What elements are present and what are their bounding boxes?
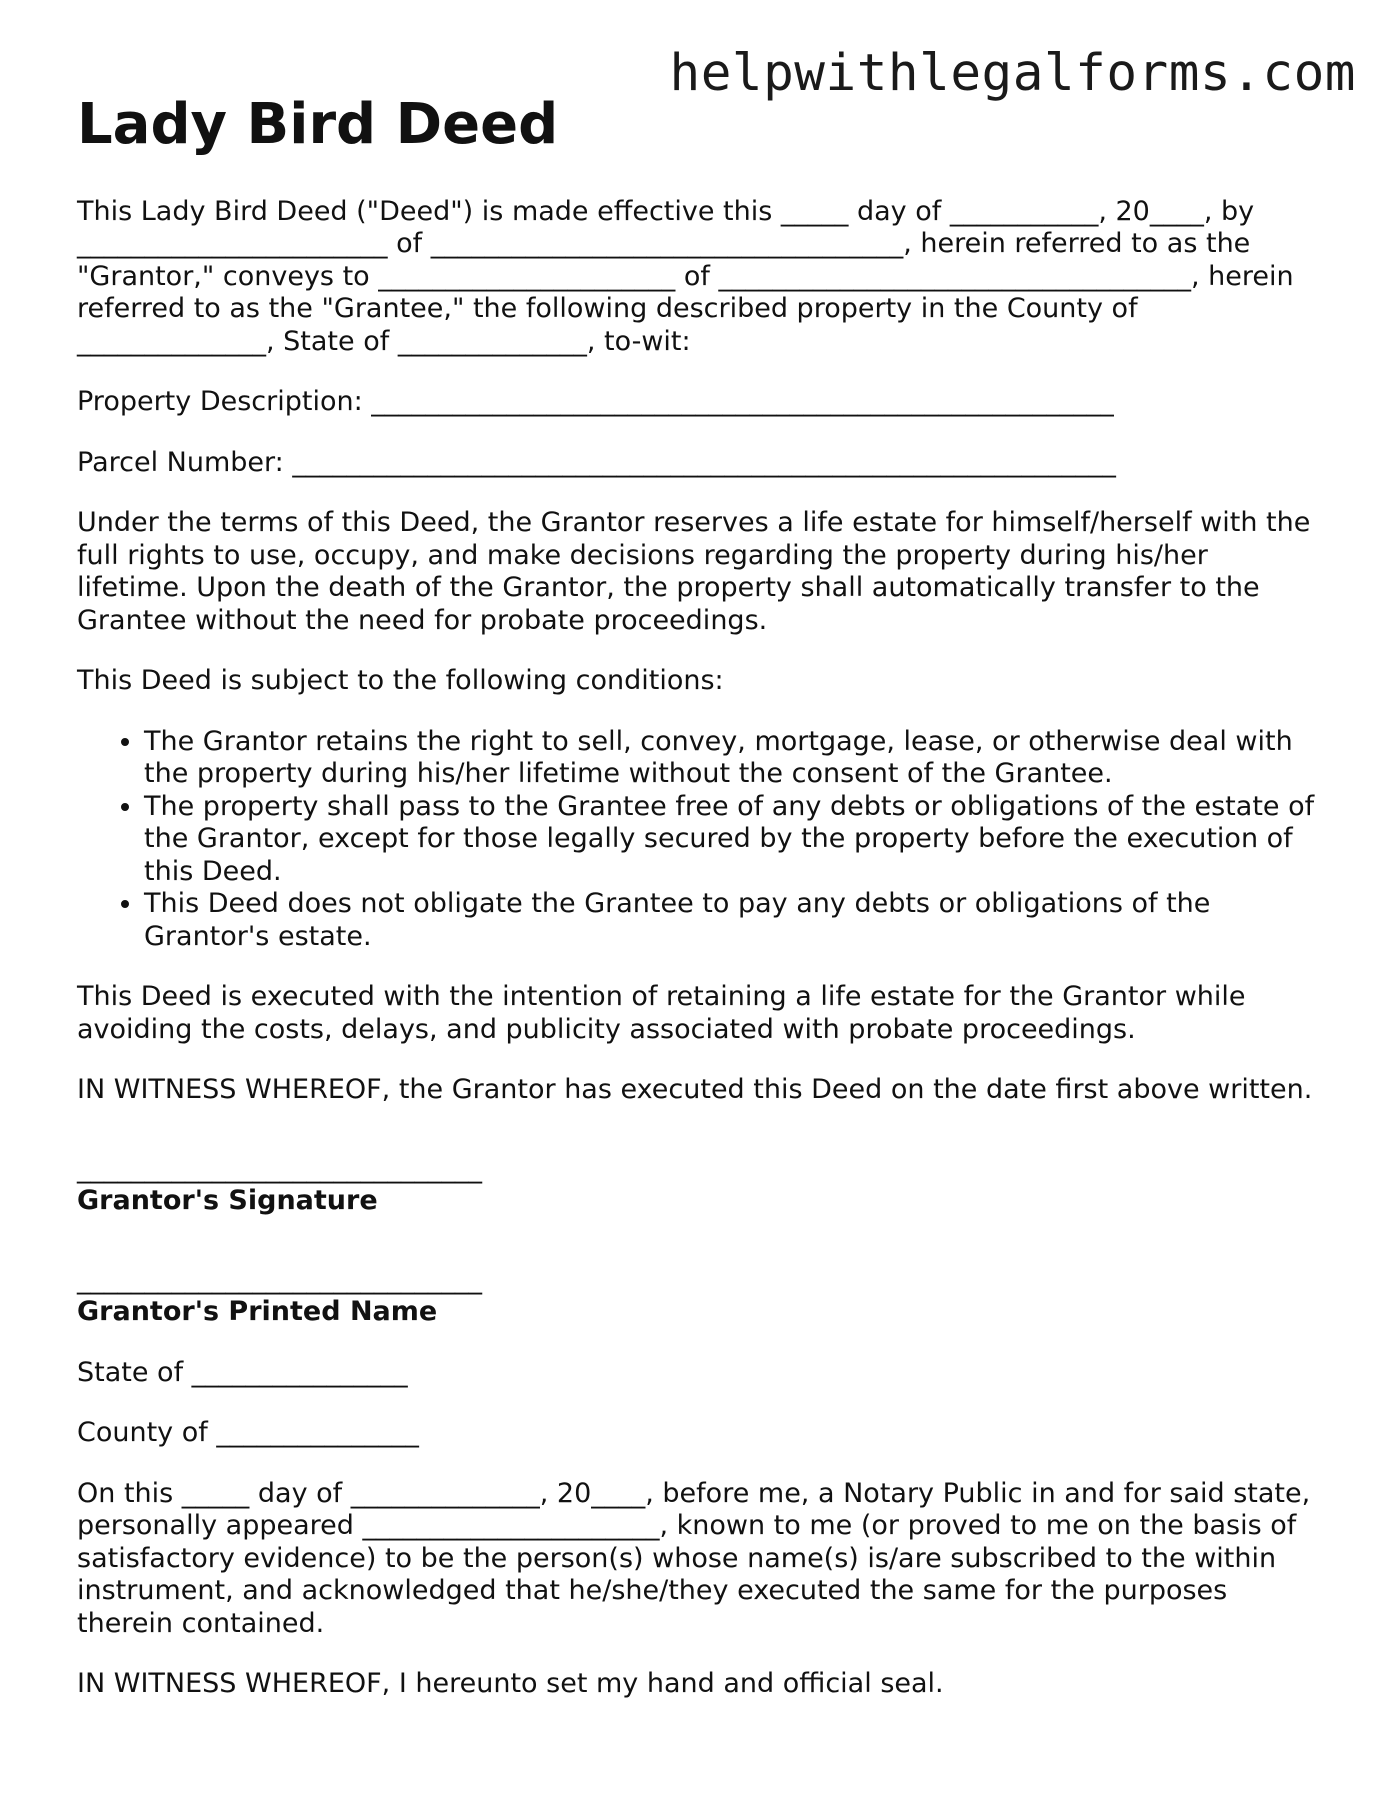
printed-name-label: Grantor's Printed Name xyxy=(77,1296,438,1328)
conditions-list xyxy=(77,726,1327,954)
printed-name-line: ______________________________ xyxy=(77,1263,482,1295)
notary-paragraph: On this _____ day of ______________, 20____, before me, a Notary Public in and for said state, personally appeared ______________________, known to me (or proved to me on the basis of satisfactory evidence) to be the person(s) whose name(s) is/are subscribed to the within instrument, and acknowledged that he/she/they executed the same for the purposes therein contained. xyxy=(77,1477,1311,1639)
condition-item: • The Grantor retains the right to sell, convey, mortgage, lease, or otherwise deal with the property during his/her lifetime without the consent of the Grantee. xyxy=(144,726,1327,791)
conditions-intro: This Deed is subject to the following conditions: xyxy=(77,665,724,697)
deed-document xyxy=(77,94,1327,1729)
grantor-witness-paragraph: IN WITNESS WHEREOF, the Grantor has executed this Deed on the date first above written. xyxy=(77,1074,1313,1106)
property-description-field: Property Description: _______________________________________________________ xyxy=(77,386,1114,418)
state-of-field: State of ________________ xyxy=(77,1356,408,1388)
signature-label: Grantor's Signature xyxy=(77,1185,378,1217)
intention-paragraph: This Deed is executed with the intention of retaining a life estate for the Grantor while avoiding the costs, delays, and publicity associated with probate proceedings. xyxy=(77,981,1246,1045)
condition-item: • This Deed does not obligate the Grantee to pay any debts or obligations of the Grantor's estate. xyxy=(144,888,1327,953)
notary-witness-paragraph: IN WITNESS WHEREOF, I hereunto set my hand and official seal. xyxy=(77,1668,944,1700)
intro-paragraph: This Lady Bird Deed ("Deed") is made effective this _____ day of ___________, 20____, by _______________________ of ___________________________________, herein referred to as the "Grantor," conveys to ______________________ of ___________________________________, herein referred to as the "Grantee," the following described property in the County of ______________, State of ______________, to-wit: xyxy=(77,195,1294,357)
county-of-field: County of _______________ xyxy=(77,1417,419,1449)
site-watermark: helpwithlegalforms.com xyxy=(669,44,1356,103)
condition-item: • The property shall pass to the Grantee free of any debts or obligations of the estate of the Grantor, except for those legally secured by the property before the execution of this Deed. xyxy=(144,791,1327,889)
life-estate-paragraph: Under the terms of this Deed, the Grantor reserves a life estate for himself/herself with the full rights to use, occupy, and make decisions regarding the property during his/her lifetime. Upon the death of the Grantor, the property shall automatically transfer to the Grantee without the need for probate proceedings. xyxy=(77,507,1311,636)
parcel-number-field: Parcel Number: _____________________________________________________________ xyxy=(77,446,1116,478)
document-title: Lady Bird Deed xyxy=(77,92,559,157)
grantor-signature-block xyxy=(77,1153,1327,1329)
signature-line: ______________________________ xyxy=(77,1152,482,1184)
